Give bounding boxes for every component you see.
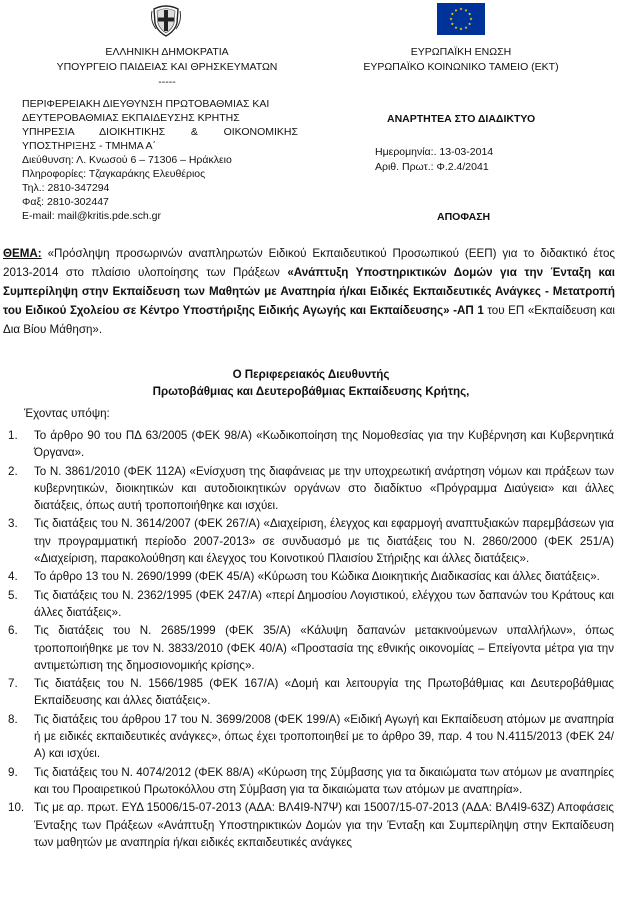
sender-email[interactable]: E-mail: mail@kritis.pde.sch.gr (22, 210, 162, 222)
item-number: 6. (8, 624, 18, 638)
list-item (8, 587, 614, 622)
ministry-name: ΥΠΟΥΡΓΕΙΟ ΠΑΙΔΕΙΑΣ ΚΑΙ ΘΡΗΣΚΕΥΜΑΤΩΝ (56, 61, 278, 73)
item-number: 7. (8, 677, 18, 691)
fund-name: ΕΥΡΩΠΑΪΚΟ ΚΟΙΝΩΝΙΚΟ ΤΑΜΕΙΟ (ΕΚΤ) (363, 61, 559, 73)
document-date: Ημερομηνία:. 13-03-2014 (375, 146, 494, 158)
office-line-3: ΥΠΗΡΕΣΙΑ ΔΙΟΙΚΗΤΙΚΗΣ & ΟΙΚΟΝΟΜΙΚΗΣ (22, 126, 298, 138)
sender-info: Πληροφορίες: Τζαγκαράκης Ελευθέριος (22, 168, 206, 180)
office-line-1: ΠΕΡΙΦΕΡΕΙΑΚΗ ΔΙΕΥΘΥΝΣΗ ΠΡΩΤΟΒΑΘΜΙΑΣ ΚΑΙ (22, 98, 270, 110)
header-separator: ----- (158, 76, 176, 88)
item-text: Τις διατάξεις του Ν. 4074/2012 (ΦΕΚ 88/Α) «Κύρωση της Σύμβασης για τα δικαιώματα των ατόμων με αναπηρίες και του Προαιρετικού Πρωτοκόλλου στη Σύμβαση για τα δικαιώματα των ατόμων με αναπηρία». (34, 765, 614, 796)
office-line-2: ΔΕΥΤΕΡΟΒΑΘΜΙΑΣ ΕΚΠΑΙΔΕΥΣΗΣ ΚΡΗΤΗΣ (22, 112, 240, 124)
item-number: 8. (8, 712, 18, 726)
list-item (8, 622, 614, 674)
greek-coat-of-arms-icon (150, 3, 182, 37)
item-text: Τις διατάξεις του Ν. 2685/1999 (ΦΕΚ 35/Α) «Κάλυψη δαπανών μετακινούμενων υπαλλήλων», όπως τροποποιήθηκε με τον Ν. 3833/2010 (ΦΕΚ 40/Α) «Προστασία της εθνικής οικονομίας – Επείγοντα μέτρα για την αντιμετώπιση της δημοσιονομικής κρίσης». (34, 624, 614, 672)
item-text: Τις διατάξεις του Ν. 1566/1985 (ΦΕΚ 167/Α) «Δομή και λειτουργία της Πρωτοβάθμιας και Δευτεροβάθμιας Εκπαίδευσης και άλλες διατάξεις». (34, 677, 614, 708)
posting-label: ΑΝΑΡΤΗΤΕΑ ΣΤΟ ΔΙΑΔΙΚΤΥΟ (387, 113, 536, 125)
sender-fax: Φαξ: 2810-302447 (22, 196, 109, 208)
subject-text-2: του ΕΠ «Εκπαίδευση και Δια Βίου Μάθηση». (3, 304, 615, 336)
list-item (8, 463, 614, 515)
decision-title: ΑΠΟΦΑΣΗ (437, 211, 491, 223)
eu-name: ΕΥΡΩΠΑΪΚΗ ΕΝΩΣΗ (410, 46, 512, 58)
item-number: 2. (8, 464, 18, 478)
list-item (8, 764, 614, 799)
item-number: 9. (8, 765, 18, 779)
subject-label: ΘΕΜΑ: (3, 247, 42, 260)
item-text: Τις διατάξεις του Ν. 2362/1995 (ΦΕΚ 247/Α) «περί Δημοσίου Λογιστικού, ελέγχου των δαπανών του Κράτους και άλλες διατάξεις». (34, 588, 614, 619)
country-name: ΕΛΛΗΝΙΚΗ ΔΗΜΟΚΡΑΤΙΑ (105, 46, 229, 58)
considering-label: Έχοντας υπόψη: (24, 407, 110, 420)
director-title: Ο Περιφερειακός Διευθυντής (232, 368, 390, 381)
subject-paragraph (3, 244, 615, 339)
list-item (8, 799, 614, 851)
considerations-list (8, 427, 614, 851)
list-item (8, 675, 614, 710)
list-item (8, 711, 614, 763)
director-region: Πρωτοβάθμιας και Δευτεροβάθμιας Εκπαίδευσης Κρήτης, (152, 385, 470, 398)
item-number: 10. (8, 801, 25, 815)
item-text: Τις με αρ. πρωτ. ΕΥΔ 15006/15-07-2013 (ΑΔΑ: ΒΛ4Ι9-Ν7Ψ) και 15007/15-07-2013 (ΑΔΑ: ΒΛ4Ι9-63Ζ) Αποφάσεις Ένταξης των Πράξεων «Ανάπτυξη Υποστηρικτικών Δομών για την Ένταξη και Συμπερίληψη στην Εκπαίδευση των μαθητών με αναπηρία ή/και ειδικές εκπαιδευτικές ανάγκες (34, 801, 614, 849)
item-text: Τις διατάξεις του άρθρου 17 του Ν. 3699/2008 (ΦΕΚ 199/Α) «Ειδική Αγωγή και Εκπαίδευση ατόμων με αναπηρία ή με ειδικές εκπαιδευτικές ανάγκες», όπως έχει τροποποιηθεί με το άρθρο 39, παρ. 4 του Ν.4115/2013 (ΦΕΚ 24/Α) και ισχύει. (34, 712, 614, 761)
item-text: Το άρθρο 90 του ΠΔ 63/2005 (ΦΕΚ 98/Α) «Κωδικοποίηση της Νομοθεσίας για την Κυβέρνηση και Κυβερνητικά Όργανα». (34, 429, 614, 460)
item-text: Το Ν. 3861/2010 (ΦΕΚ 112Α) «Ενίσχυση της διαφάνειας με την υποχρεωτική ανάρτηση νόμων και πράξεων των κυβερνητικών, διοικητικών και αυτοδιοικητικών οργάνων στο διαδίκτυο «Πρόγραμμα Διαύγεια» και άλλες διατάξεις, όπως αυτή τροποποιήθηκε και ισχύει. (34, 464, 614, 513)
protocol-number: Αριθ. Πρωτ.: Φ.2.4/2041 (375, 161, 489, 173)
sender-address: Διεύθυνση: Λ. Κνωσού 6 – 71306 – Ηράκλειο (22, 154, 232, 166)
list-item (8, 427, 614, 462)
list-item (8, 568, 614, 585)
subject-project-title: «Ανάπτυξη Υποστηρικτικών Δομών για την Ένταξη και Συμπερίληψη στην Εκπαίδευση των Μαθητών με Αναπηρία ή/και Ειδικές Εκπαιδευτικές Ανάγκες - Μετατροπή του Ειδικού Σχολείου σε Κέντρο Υποστήριξης Ειδικής Αγωγής και Εκπαίδευσης» -ΑΠ 1 (3, 266, 615, 317)
item-number: 5. (8, 588, 18, 602)
sender-block (22, 97, 298, 223)
item-text: Τις διατάξεις του Ν. 3614/2007 (ΦΕΚ 267/Α) «Διαχείριση, έλεγχος και εφαρμογή αναπτυξιακών παρεμβάσεων για την προγραμματική περίοδο 2007-2013» σε συνδυασμό με τις διατάξεις του Ν. 2860/2000 (ΦΕΚ 251/Α) «Διαχείριση, παρακολούθηση και έλεγχος του Κοινοτικού Πλαισίου Στήριξης και άλλες διατάξεις». (34, 517, 614, 566)
item-number: 1. (8, 429, 18, 442)
sender-phone: Τηλ.: 2810-347294 (22, 182, 110, 194)
eu-flag-icon (437, 3, 485, 35)
subject-text-1: «Πρόσληψη προσωρινών αναπληρωτών Ειδικού Εκπαιδευτικού Προσωπικού (ΕΕΠ) για το διδακτικό έτος 2013-2014 στο πλαίσιο υλοποίησης των Πράξεων (3, 247, 615, 279)
item-text: Το άρθρο 13 του Ν. 2690/1999 (ΦΕΚ 45/Α) «Κύρωση του Κώδικα Διοικητικής Διαδικασίας και άλλες διατάξεις». (34, 570, 600, 584)
item-number: 4. (8, 570, 18, 584)
list-item (8, 515, 614, 567)
item-number: 3. (8, 517, 18, 531)
office-line-4: ΥΠΟΣΤΗΡΙΞΗΣ - ΤΜΗΜΑ Α΄ (22, 140, 156, 152)
